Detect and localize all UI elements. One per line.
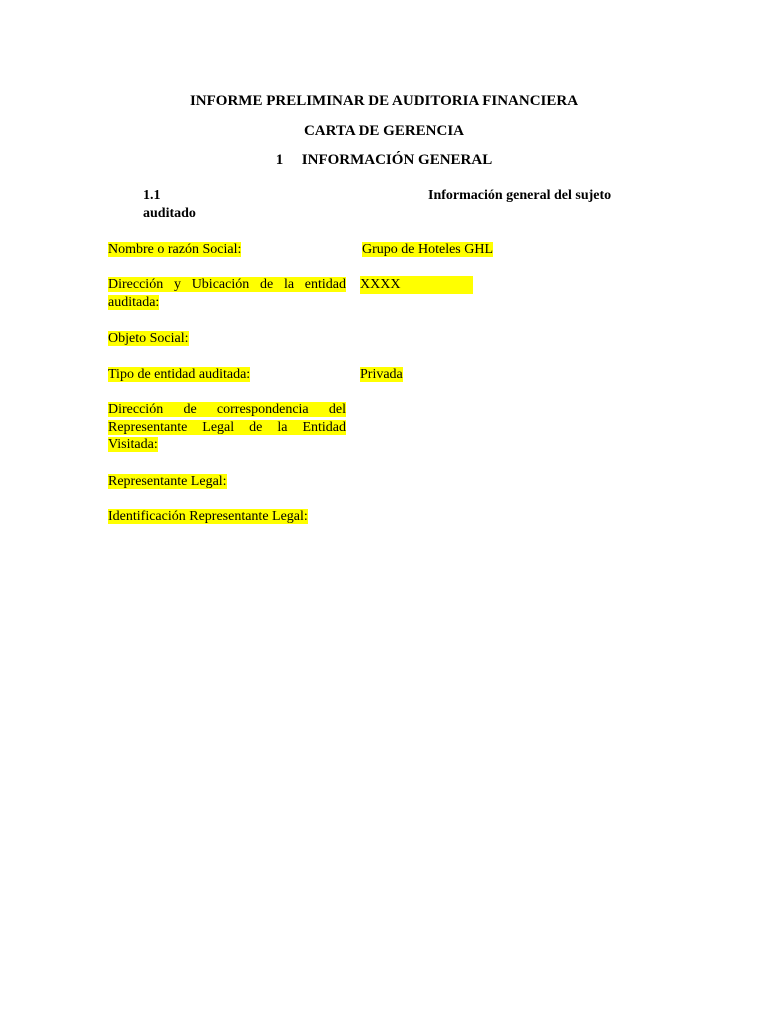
field-label-tipo-entidad: Tipo de entidad auditada: bbox=[108, 367, 251, 382]
field-label-identificacion-representante: Identificación Representante Legal: bbox=[108, 509, 308, 524]
field-label-objeto-social: Objeto Social: bbox=[108, 331, 189, 346]
field-label-representante-legal: Representante Legal: bbox=[108, 474, 227, 489]
field-label-direccion-correspondencia: Dirección de correspondencia del Representante Legal de la Entidad Visitada: bbox=[108, 402, 346, 452]
field-label-nombre: Nombre o razón Social: bbox=[108, 242, 242, 257]
report-subtitle: CARTA DE GERENCIA bbox=[303, 123, 465, 139]
field-value-tipo-entidad: Privada bbox=[360, 367, 403, 382]
subsection-number: 1.1 bbox=[143, 188, 161, 203]
field-value-direccion-ubicacion: XXXX bbox=[360, 276, 473, 294]
subsection-title-continuation: auditado bbox=[143, 206, 196, 221]
section-title: INFORMACIÓN GENERAL bbox=[301, 152, 493, 168]
subsection-title: Información general del sujeto bbox=[428, 188, 612, 203]
field-value-nombre: Grupo de Hoteles GHL bbox=[362, 242, 494, 257]
section-number: 1 bbox=[275, 152, 284, 168]
section-heading bbox=[0, 151, 768, 169]
report-title: INFORME PRELIMINAR DE AUDITORIA FINANCIERA bbox=[189, 93, 579, 109]
field-label-direccion-ubicacion: Dirección y Ubicación de la entidad auditada: bbox=[108, 277, 346, 310]
